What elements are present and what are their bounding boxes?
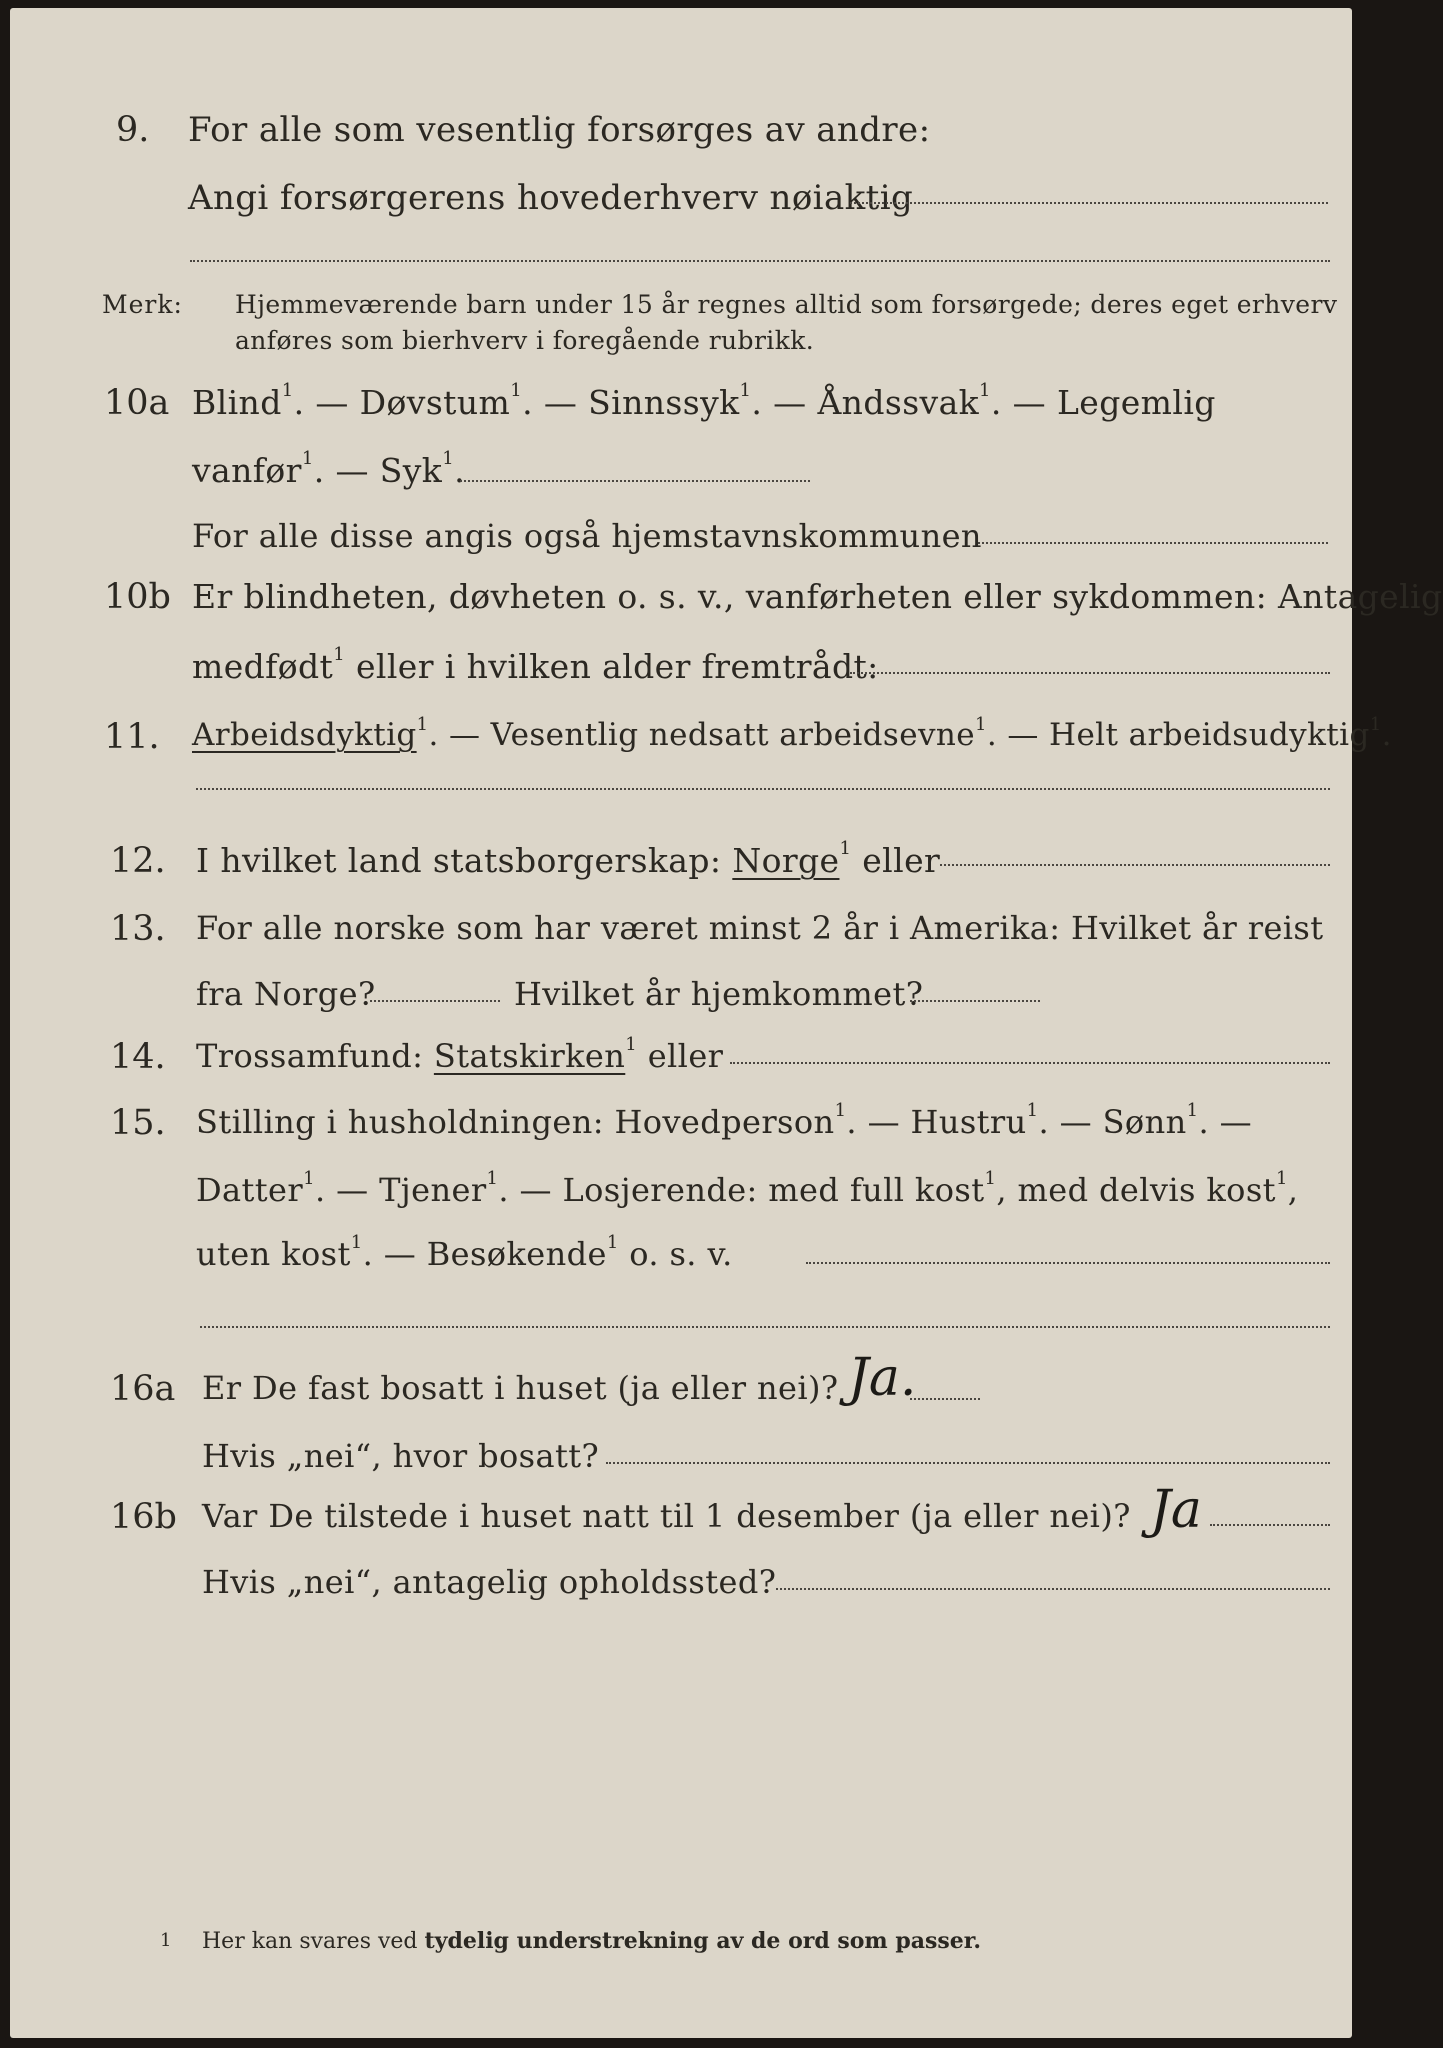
q16b-number: 16b bbox=[110, 1497, 177, 1537]
q10a-home-municipality-line[interactable] bbox=[978, 542, 1328, 544]
q13-departure-year-line[interactable] bbox=[370, 1000, 500, 1002]
q9-extra-line[interactable] bbox=[190, 260, 1330, 262]
q14-number: 14. bbox=[110, 1037, 166, 1077]
q13-line2b: Hvilket år hjemkommet? bbox=[514, 975, 924, 1013]
q13-number: 13. bbox=[110, 909, 166, 949]
q16b-line1: Var De tilstede i huset natt til 1 desember (ja eller nei)? bbox=[202, 1497, 1131, 1535]
q15-line2: Datter$^1$. — Tjener$^1$. — Losjerende: med full kost$^1$, med delvis kost$^1$, bbox=[196, 1168, 1299, 1209]
q14-answer-line[interactable] bbox=[730, 1062, 1330, 1064]
q16a-residence-line[interactable] bbox=[606, 1462, 1330, 1464]
q13-line1: For alle norske som har været minst 2 år i Amerika: Hvilket år reist bbox=[196, 909, 1324, 947]
footnote-text: Her kan svares ved tydelig understrekning av de ord som passer. bbox=[202, 1928, 982, 1954]
q11-number: 11. bbox=[104, 717, 160, 757]
q10b-answer-line[interactable] bbox=[850, 672, 1330, 674]
q13-line2a: fra Norge? bbox=[196, 975, 376, 1013]
q16b-answer-line[interactable] bbox=[1210, 1524, 1330, 1526]
q9-answer-line[interactable] bbox=[850, 202, 1328, 204]
q9-line2: Angi forsørgerens hovederhverv nøiaktig bbox=[188, 178, 914, 218]
census-form-page bbox=[10, 8, 1443, 2038]
q10b-line2: medfødt$^1$ eller i hvilken alder fremtrådt: bbox=[192, 644, 879, 686]
q11-extra-line[interactable] bbox=[196, 788, 1330, 790]
q16a-number: 16a bbox=[110, 1369, 176, 1409]
q9-line1: For alle som vesentlig forsørges av andre: bbox=[188, 110, 931, 150]
q16a-answer-line[interactable] bbox=[910, 1398, 980, 1400]
q10a-sick-line[interactable] bbox=[460, 480, 810, 482]
q16a-line2: Hvis „nei“, hvor bosatt? bbox=[202, 1437, 600, 1475]
q10a-line3: For alle disse angis også hjemstavnskommunen bbox=[192, 517, 982, 555]
q10a-line2: vanfør$^1$. — Syk$^1$. bbox=[192, 448, 465, 490]
q12-number: 12. bbox=[110, 841, 166, 881]
footnote-mark: 1 bbox=[160, 1930, 172, 1951]
q15-extra-line[interactable] bbox=[200, 1326, 1330, 1328]
q10a-number: 10a bbox=[104, 383, 170, 423]
merk-label: Merk: bbox=[102, 290, 183, 319]
q12-underlined-option: Norge bbox=[732, 841, 840, 880]
q13-return-year-line[interactable] bbox=[910, 1000, 1040, 1002]
q15-line3: uten kost$^1$. — Besøkende$^1$ o. s. v. bbox=[196, 1232, 733, 1273]
q14-underlined-option: Statskirken bbox=[433, 1037, 626, 1075]
q12-line: I hvilket land statsborgerskap: Norge$^1$ eller bbox=[196, 838, 941, 880]
q16b-handwritten-answer: Ja bbox=[1150, 1480, 1202, 1540]
q16a-handwritten-answer: Ja. bbox=[848, 1348, 917, 1408]
q16b-line2: Hvis „nei“, antagelig opholdssted? bbox=[202, 1563, 777, 1601]
q11-line: Arbeidsdyktig$^1$. — Vesentlig nedsatt arbeidsevne$^1$. — Helt arbeidsudyktig$^1$. bbox=[192, 714, 1392, 753]
q9-number: 9. bbox=[116, 110, 150, 150]
q16a-line1: Er De fast bosatt i huset (ja eller nei)? bbox=[202, 1369, 839, 1407]
q16b-whereabouts-line[interactable] bbox=[776, 1588, 1330, 1590]
q10b-number: 10b bbox=[104, 577, 171, 617]
merk-line2: anføres som bierhverv i foregående rubrikk. bbox=[235, 326, 815, 355]
q15-number: 15. bbox=[110, 1103, 166, 1143]
q10a-line1: Blind$^1$. — Døvstum$^1$. — Sinnssyk$^1$. — Åndssvak$^1$. — Legemlig bbox=[192, 380, 1216, 422]
merk-line1: Hjemmeværende barn under 15 år regnes alltid som forsørgede; deres eget erhverv bbox=[235, 290, 1338, 319]
q11-underlined-option: Arbeidsdyktig bbox=[192, 717, 417, 753]
q15-line1: Stilling i husholdningen: Hovedperson$^1$. — Hustru$^1$. — Sønn$^1$. — bbox=[196, 1100, 1253, 1141]
q14-line: Trossamfund: Statskirken$^1$ eller bbox=[196, 1034, 724, 1075]
q10b-line1: Er blindheten, døvheten o. s. v., vanførheten eller sykdommen: Antagelig bbox=[192, 577, 1443, 616]
q15-answer-line[interactable] bbox=[806, 1262, 1330, 1264]
q12-answer-line[interactable] bbox=[940, 864, 1330, 866]
